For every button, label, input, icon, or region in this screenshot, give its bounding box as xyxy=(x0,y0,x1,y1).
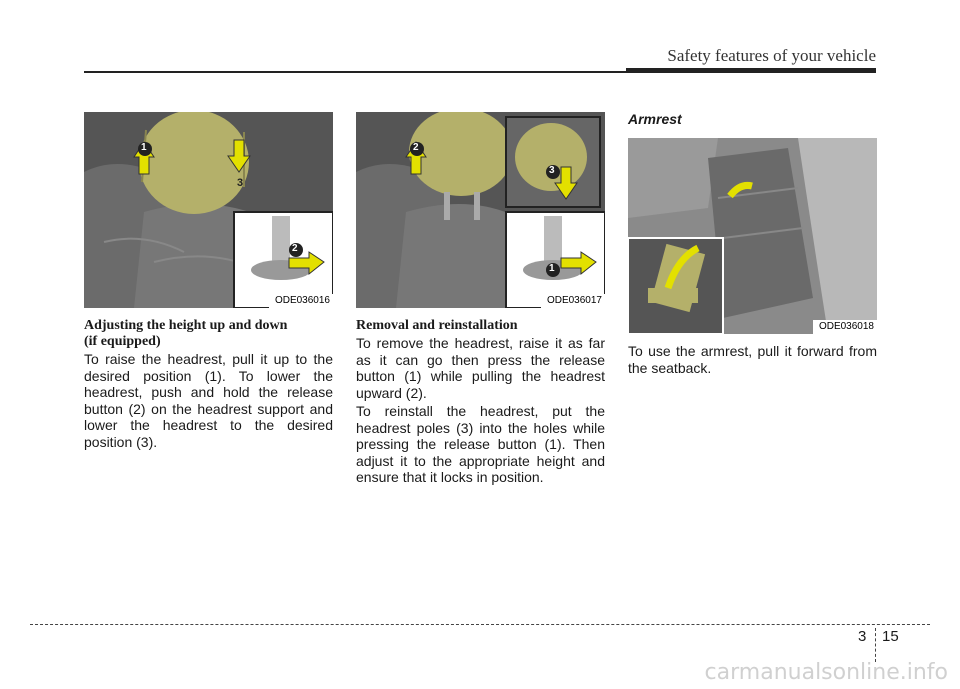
callout-3: 3 xyxy=(237,177,244,189)
figure-label: ODE036018 xyxy=(813,320,877,334)
page-number: 15 xyxy=(882,628,899,645)
callout-2: 2 xyxy=(292,243,298,254)
figure-armrest xyxy=(628,138,877,334)
callout-3: 3 xyxy=(549,165,555,176)
callout-1: 1 xyxy=(141,142,147,153)
col1-heading-line1: Adjusting the height up and down xyxy=(84,318,288,333)
figure-label: ODE036017 xyxy=(541,294,605,308)
callout-2: 2 xyxy=(413,142,419,153)
header-title: Safety features of your vehicle xyxy=(667,46,876,65)
col2-paragraph-1: To remove the headrest, raise it as far as it can go then press the release button (1) while pulling the headrest upward (2). xyxy=(356,335,605,401)
headrest-height-illustration xyxy=(84,112,333,308)
col1-paragraph: To raise the headrest, pull it up to the desired position (1). To lower the headrest, push and hold the release button (2) on the headrest support and lower the headrest to the desired position (3). xyxy=(84,351,333,450)
callout-1: 1 xyxy=(549,263,555,274)
headrest-removal-illustration xyxy=(356,112,605,308)
armrest-illustration xyxy=(628,138,877,334)
header-rule-accent xyxy=(626,68,876,73)
col1-heading-line2: (if equipped) xyxy=(84,334,161,349)
page-number-separator xyxy=(875,628,876,662)
col2-paragraph-2: To reinstall the headrest, put the headrest poles (3) into the holes while pressing the release button (1). Then adjust it to the appropriate height and ensure that it locks in position. xyxy=(356,403,605,485)
figure-headrest-height xyxy=(84,112,333,308)
figure-headrest-removal xyxy=(356,112,605,308)
chapter-number: 3 xyxy=(858,628,867,645)
armrest-heading: Armrest xyxy=(628,111,682,127)
col2-heading: Removal and reinstallation xyxy=(356,318,518,333)
col3-paragraph: To use the armrest, pull it forward from the seatback. xyxy=(628,343,877,376)
footer-divider xyxy=(30,624,930,625)
watermark: carmanualsonline.info xyxy=(704,660,948,685)
figure-label: ODE036016 xyxy=(269,294,333,308)
